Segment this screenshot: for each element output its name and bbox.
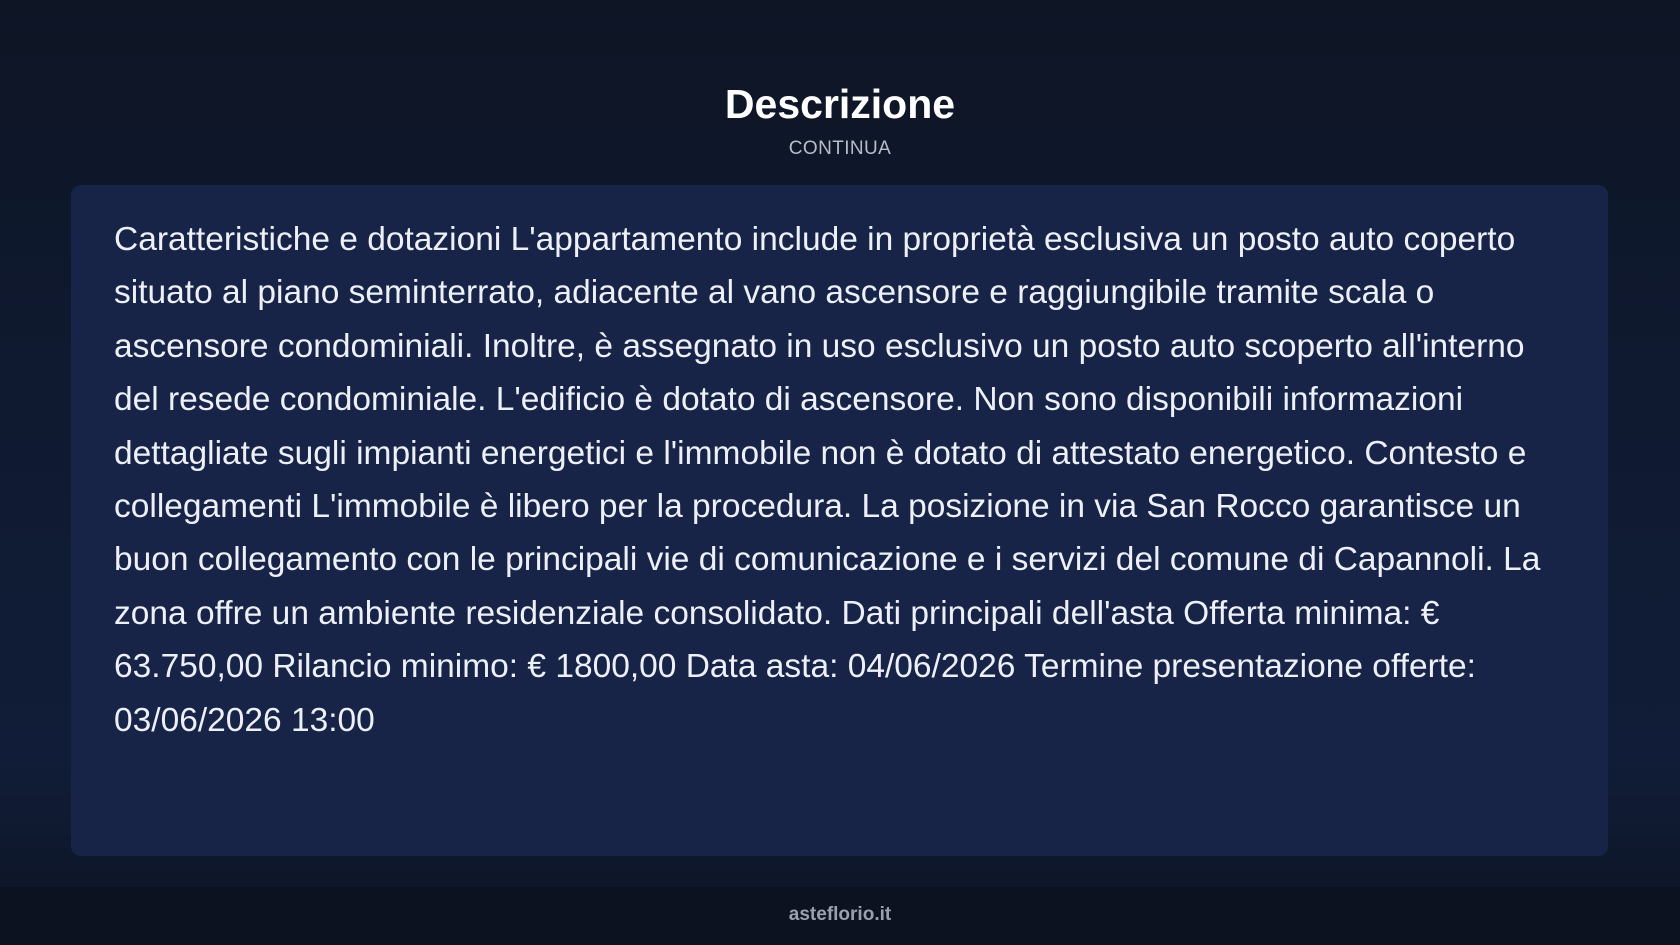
footer (0, 887, 1680, 945)
page-title: Descrizione (724, 81, 956, 127)
description-card (71, 185, 1608, 856)
header (0, 78, 1680, 160)
site-name: asteflorio.it (788, 904, 892, 925)
continua-label[interactable]: CONTINUA (788, 138, 892, 159)
description-text: Caratteristiche e dotazioni L'appartamento include in proprietà esclusiva un posto auto coperto situato al piano seminterrato, adiacente al vano ascensore e raggiungibile tramite scala o ascensore condominiali. Inoltre, è assegnato in uso esclusivo un posto auto scoperto all'interno del resede condominiale. L'edificio è dotato di ascensore. Non sono disponibili informazioni dettagliate sugli impianti energetici e l'immobile non è dotato di attestato energetico. Contesto e collegamenti L'immobile è libero per la procedura. La posizione in via San Rocco garantisce un buon collegamento con le principali vie di comunicazione e i servizi del comune di Capannoli. La zona offre un ambiente residenziale consolidato. Dati principali dell'asta Offerta minima: € 63.750,00 Rilancio minimo: € 1800,00 Data asta: 04/06/2026 Termine presentazione offerte: 03/06/2026 13:00 (114, 221, 1541, 739)
